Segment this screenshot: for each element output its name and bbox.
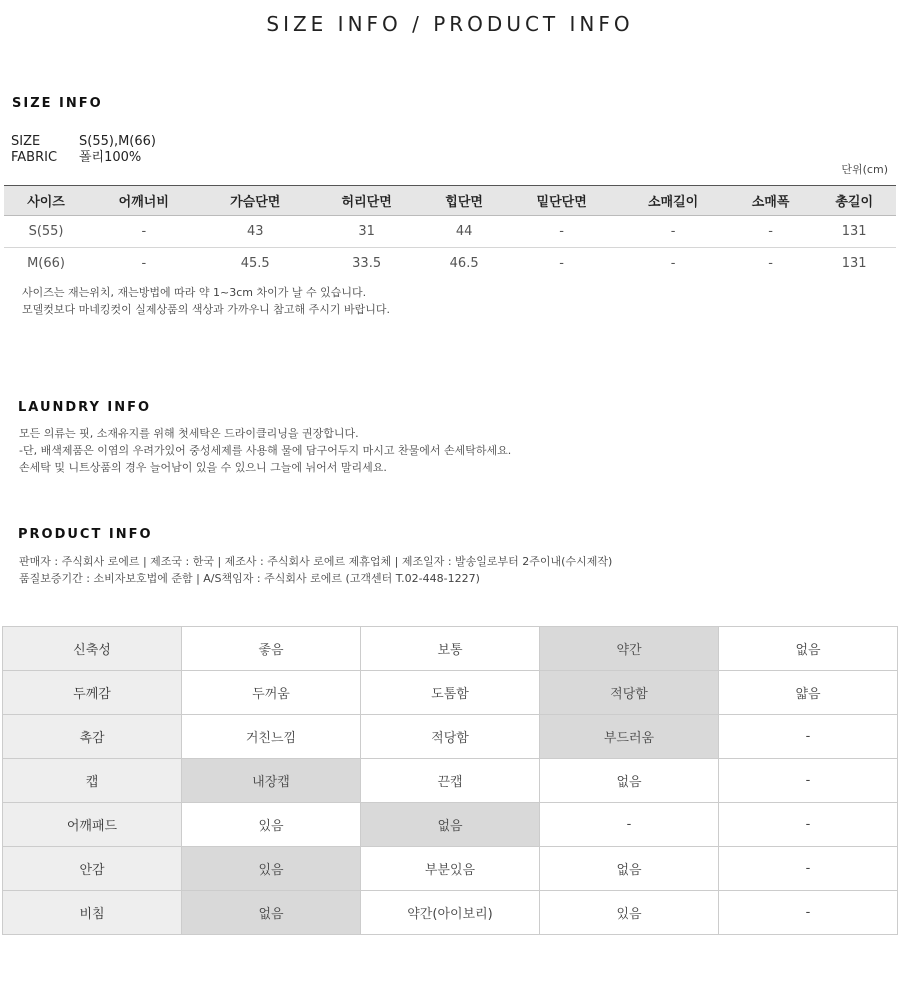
size-notes xyxy=(22,284,390,318)
property-row xyxy=(3,891,898,935)
property-option: - xyxy=(719,847,898,891)
property-row xyxy=(3,627,898,671)
property-option-selected: 없음 xyxy=(182,891,361,935)
property-option: 있음 xyxy=(182,803,361,847)
size-info-heading: SIZE INFO xyxy=(12,96,103,111)
laundry-note-line: 모든 의류는 핏, 소재유지를 위해 첫세탁은 드라이클리닝을 권장합니다. xyxy=(19,427,359,440)
property-option-selected: 있음 xyxy=(182,847,361,891)
size-key: SIZE xyxy=(11,134,41,149)
size-value: S(55),M(66) xyxy=(79,134,156,149)
property-option: - xyxy=(540,803,719,847)
table-cell: 46.5 xyxy=(449,256,479,271)
property-option: 끈캡 xyxy=(361,759,540,803)
property-option: - xyxy=(719,891,898,935)
header-cell: 소매폭 xyxy=(729,186,813,216)
property-option-selected: 내장캡 xyxy=(182,759,361,803)
property-option: 없음 xyxy=(540,759,719,803)
table-row xyxy=(4,216,896,248)
laundry-note-line: -단, 배색제품은 이염의 우려가있어 중성세제를 사용해 물에 담구어두지 마시고 찬물에서 손세탁하세요. xyxy=(19,444,512,457)
table-cell: S(55) xyxy=(4,216,88,248)
property-label: 비침 xyxy=(3,891,182,935)
property-row xyxy=(3,847,898,891)
fabric-spec-row xyxy=(11,150,156,166)
table-cell: - xyxy=(88,216,199,248)
product-note-line: 품질보증기간 : 소비자보호법에 준함 | A/S책임자 : 주식회사 로에르 (고객센터 T.02-448-1227) xyxy=(19,572,480,585)
table-row xyxy=(4,248,896,280)
header-cell: 힙단면 xyxy=(422,186,506,216)
property-label: 두께감 xyxy=(3,671,182,715)
size-note-line: 사이즈는 재는위치, 재는방법에 따라 약 1~3cm 차이가 날 수 있습니다. xyxy=(22,286,367,299)
property-label: 신축성 xyxy=(3,627,182,671)
property-option: 있음 xyxy=(540,891,719,935)
header-cell: 가슴단면 xyxy=(200,186,311,216)
property-option: 얇음 xyxy=(719,671,898,715)
table-cell: - xyxy=(768,256,773,271)
header-cell: 밑단단면 xyxy=(506,186,617,216)
size-fabric-spec xyxy=(11,134,156,166)
property-row xyxy=(3,715,898,759)
size-note-line: 모델컷보다 마네킹컷이 실제상품의 색상과 가까우니 참고해 주시기 바랍니다. xyxy=(22,303,391,316)
property-option: 없음 xyxy=(719,627,898,671)
property-label: 캡 xyxy=(3,759,182,803)
property-row xyxy=(3,671,898,715)
property-option: 두꺼움 xyxy=(182,671,361,715)
property-option: 도톰함 xyxy=(361,671,540,715)
table-cell: - xyxy=(670,256,676,271)
product-notes xyxy=(19,553,612,587)
size-spec-row xyxy=(11,134,156,150)
property-option-selected: 부드러움 xyxy=(540,715,719,759)
table-cell: M(66) xyxy=(27,256,65,271)
header-cell: 총길이 xyxy=(812,186,896,216)
property-option: 좋음 xyxy=(182,627,361,671)
table-cell: - xyxy=(141,256,147,271)
property-option: 거친느낌 xyxy=(182,715,361,759)
property-option: 적당함 xyxy=(361,715,540,759)
table-cell: - xyxy=(506,216,617,248)
property-option: 보통 xyxy=(361,627,540,671)
property-label: 촉감 xyxy=(3,715,182,759)
header-cell: 허리단면 xyxy=(311,186,422,216)
table-cell: 33.5 xyxy=(352,256,382,271)
fabric-key: FABRIC xyxy=(11,150,58,165)
laundry-note-line: 손세탁 및 니트상품의 경우 늘어남이 있을 수 있으니 그늘에 뉘어서 말리세요. xyxy=(19,461,387,474)
table-cell: 131 xyxy=(812,216,896,248)
table-cell: 45.5 xyxy=(240,256,270,271)
product-info-heading: PRODUCT INFO xyxy=(18,527,153,542)
product-properties-table xyxy=(2,626,898,935)
header-cell: 소매길이 xyxy=(617,186,728,216)
table-cell: 131 xyxy=(841,256,867,271)
table-cell: 43 xyxy=(200,216,311,248)
property-option-selected: 없음 xyxy=(361,803,540,847)
property-option: 약간(아이보리) xyxy=(361,891,540,935)
property-option: - xyxy=(719,715,898,759)
property-label: 어깨패드 xyxy=(3,803,182,847)
unit-label: 단위(cm) xyxy=(841,163,888,176)
property-label: 안감 xyxy=(3,847,182,891)
table-cell: 44 xyxy=(422,216,506,248)
property-option: - xyxy=(719,803,898,847)
page-title: SIZE INFO / PRODUCT INFO xyxy=(266,12,634,36)
table-cell: 31 xyxy=(311,216,422,248)
size-table xyxy=(4,185,896,279)
property-option: 부분있음 xyxy=(361,847,540,891)
laundry-notes xyxy=(19,425,511,476)
size-table-header-row xyxy=(4,186,896,216)
table-cell: - xyxy=(729,216,813,248)
property-option: - xyxy=(719,759,898,803)
header-cell: 어깨너비 xyxy=(88,186,199,216)
header-cell: 사이즈 xyxy=(4,186,88,216)
property-option: 없음 xyxy=(540,847,719,891)
product-note-line: 판매자 : 주식회사 로에르 | 제조국 : 한국 | 제조사 : 주식회사 로에르 제휴업체 | 제조일자 : 발송일로부터 2주이내(수시제작) xyxy=(19,555,613,568)
table-cell: - xyxy=(617,216,728,248)
property-option-selected: 적당함 xyxy=(540,671,719,715)
property-row xyxy=(3,759,898,803)
table-cell: - xyxy=(559,256,564,271)
property-row xyxy=(3,803,898,847)
property-option-selected: 약간 xyxy=(540,627,719,671)
laundry-info-heading: LAUNDRY INFO xyxy=(18,400,152,415)
fabric-value: 폴리100% xyxy=(79,150,142,165)
